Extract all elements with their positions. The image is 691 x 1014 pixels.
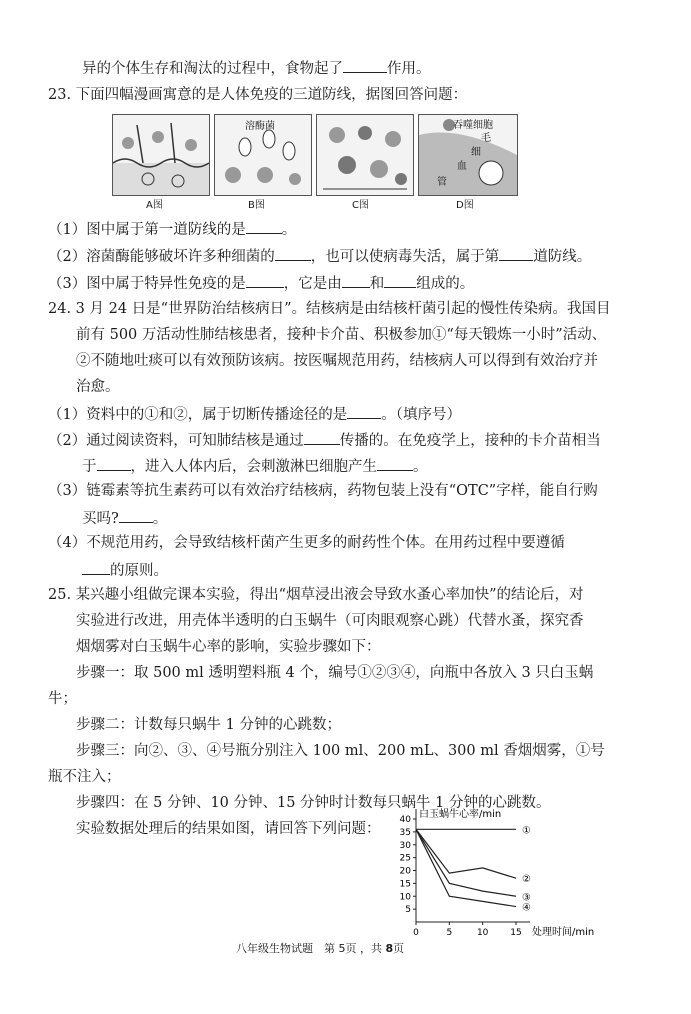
y-tick-label: 35 <box>399 827 411 838</box>
question-23: 23. 下面四幅漫画寓意的是人体免疫的三道防线，据图回答问题： <box>48 87 468 103</box>
q23-2: （2）溶菌酶能够破坏许多种细菌的 ，也可以使病毒失活，属于第 道防线。 <box>48 245 591 267</box>
lysozyme-label: 溶酶菌 <box>245 121 275 132</box>
question-24: 24. 3 月 24 日是“世界防治结核病日”。结核病是由结核杆菌引起的慢性传染病。我国目 <box>48 301 611 317</box>
x-tick-label: 15 <box>510 928 522 938</box>
answer-blank[interactable] <box>246 218 282 234</box>
y-tick-label: 20 <box>399 866 411 877</box>
immune-defense-comics <box>112 114 516 194</box>
q23-3: （3）图中属于特异性免疫的是 ，它是由 和 组成的。 <box>48 272 474 294</box>
line-0: 异的个体生存和淘汰的过程中，食物起了 作用。 <box>82 57 431 79</box>
panel-c-label: C图 <box>352 200 369 211</box>
phagocyte-drawing <box>317 115 413 195</box>
series-label-3: ③ <box>522 892 531 904</box>
q25-text-2: 实验进行改进，用壳体半透明的白玉蜗牛（可肉眼观察心跳）代替水蚤，探究香 <box>76 613 584 629</box>
answer-blank[interactable] <box>246 272 284 288</box>
q25-text-3: 烟烟雾对白玉蜗牛心率的影响，实验步骤如下： <box>76 639 381 655</box>
series-line-3 <box>416 829 516 896</box>
q24-1: （1）资料中的①和②，属于切断传播途径的是 。（填序号） <box>48 403 461 425</box>
series-line-4 <box>416 829 516 906</box>
answer-blank[interactable] <box>377 455 413 471</box>
step-2: 步骤二：计数每只蜗牛 1 分钟的心跳数； <box>76 717 341 733</box>
answer-blank[interactable] <box>342 272 370 288</box>
answer-blank[interactable] <box>343 57 387 73</box>
q24-2: （2）通过阅读资料，可知肺结核是通过 传播的。在免疫学上，接种的卡介苗相当 <box>48 429 601 451</box>
answer-blank[interactable] <box>97 455 131 471</box>
phagocyte-label: 吞噬细胞 <box>453 120 493 131</box>
panel-b-label: B图 <box>248 200 265 211</box>
answer-blank[interactable] <box>347 403 381 419</box>
step-3: 步骤三：向②、③、④号瓶分别注入 100 ml、200 mL、300 ml 香烟烟雾，①号 <box>76 743 605 759</box>
x-tick-label: 0 <box>413 928 419 938</box>
answer-blank[interactable] <box>275 245 311 261</box>
panel-d: 吞噬细胞 毛 细 血 管 <box>418 114 518 196</box>
answer-blank[interactable] <box>304 429 340 445</box>
q24-3: （3）链霉素等抗生素药可以有效治疗结核病，药物包装上没有“OTC”字样，能自行购 <box>48 483 598 499</box>
y-tick-label: 5 <box>405 905 411 916</box>
q24-3-cont: 买吗? 。 <box>82 507 167 529</box>
page-footer: 八年级生物试题 第 5页 ，共 8页 <box>236 942 405 955</box>
y-tick-label: 10 <box>399 892 411 903</box>
y-tick-label: 15 <box>399 879 411 890</box>
q24-4-cont: 的原则。 <box>82 559 168 581</box>
panel-b <box>214 114 312 196</box>
skin-barrier-drawing <box>113 115 209 195</box>
step-1: 步骤一：取 500 ml 透明塑料瓶 4 个，编号①②③④，向瓶中各放入 3 只白玉蜗 <box>76 665 594 681</box>
step-1-cont: 牛； <box>48 691 77 707</box>
q23-1: （1）图中属于第一道防线的是 。 <box>48 218 296 240</box>
q24-text-3: ②不随地吐痰可以有效预防该病。按医嘱规范用药，结核病人可以得到有效治疗并 <box>76 353 598 369</box>
question-25: 25. 某兴趣小组做完课本实验，得出“烟草浸出液会导致水蚤心率加快”的结论后，对 <box>48 587 584 603</box>
step-4: 步骤四：在 5 分钟、10 分钟、15 分钟时计数每只蜗牛 1 分钟的心跳数。 <box>76 795 551 811</box>
panel-d-label: D图 <box>456 200 474 211</box>
y-tick-label: 25 <box>399 853 411 864</box>
y-tick-label: 40 <box>399 815 411 825</box>
q24-text-2: 前有 500 万活动性肺结核患者，接种卡介苗、积极参加①“每天锻炼一小时”活动、 <box>76 327 607 343</box>
series-label-2: ② <box>522 874 531 886</box>
series-label-4: ④ <box>522 902 531 914</box>
q24-4: （4）不规范用药，会导致结核杆菌产生更多的耐药性个体。在用药过程中要遵循 <box>48 535 565 551</box>
heart-rate-chart-svg <box>380 800 660 950</box>
y-tick-label: 30 <box>399 840 411 851</box>
x-axis-label: 处理时间/min <box>532 927 595 938</box>
x-tick-label: 10 <box>476 928 489 938</box>
y-axis-label: 白玉蜗牛心率/min <box>419 809 502 820</box>
heart-rate-chart <box>380 800 660 950</box>
panel-c <box>316 114 414 196</box>
answer-blank[interactable] <box>384 272 416 288</box>
result-intro: 实验数据处理后的结果如图，请回答下列问题： <box>76 821 381 837</box>
series-label-1: ① <box>522 825 531 837</box>
panel-a <box>112 114 210 196</box>
step-3-cont: 瓶不注入； <box>48 769 121 785</box>
q24-2-cont: 于 ，进入人体内后，会刺激淋巴细胞产生 。 <box>82 455 428 477</box>
answer-blank[interactable] <box>119 507 153 523</box>
answer-blank[interactable] <box>499 245 533 261</box>
x-tick-label: 5 <box>446 928 453 938</box>
panel-a-label: A图 <box>146 200 163 211</box>
q24-text-4: 治愈。 <box>76 379 120 395</box>
answer-blank[interactable] <box>82 559 110 575</box>
